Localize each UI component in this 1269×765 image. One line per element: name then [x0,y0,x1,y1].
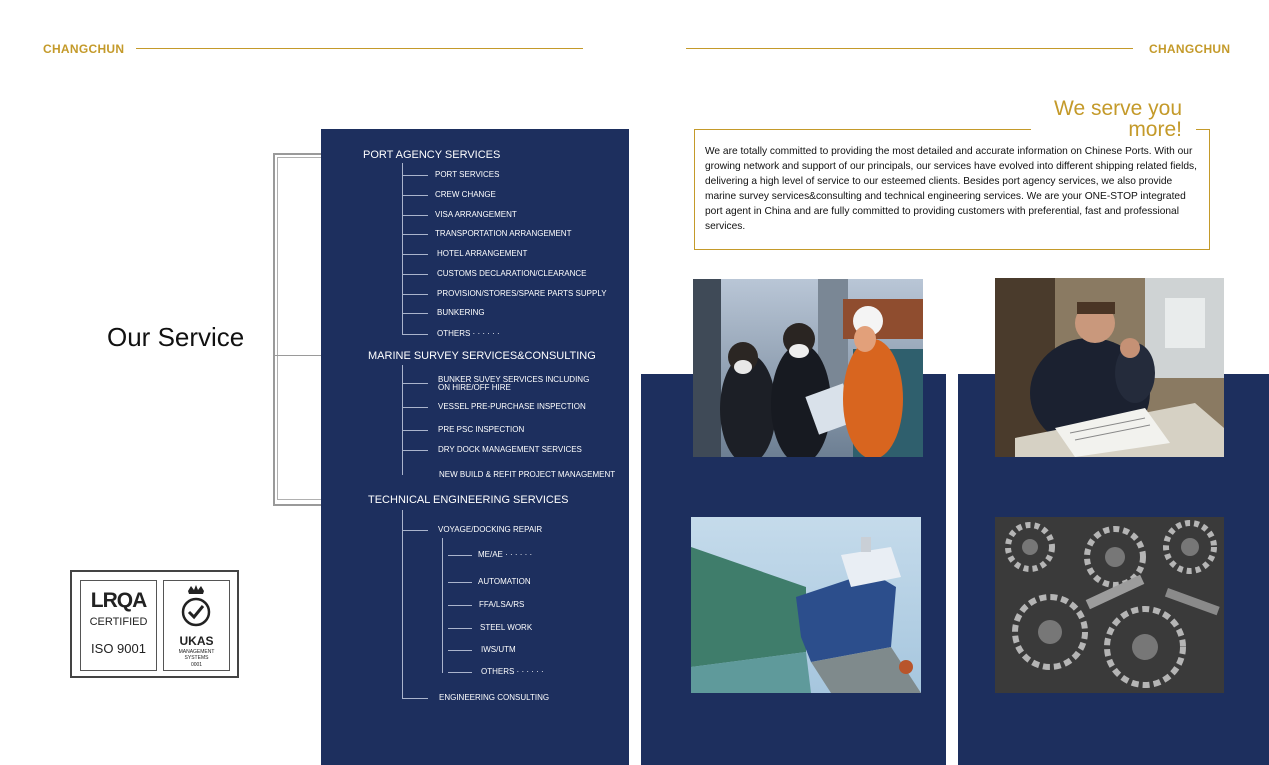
voyage-docking-repair: VOYAGE/DOCKING REPAIR [438,525,543,534]
tick [448,628,472,629]
inspection-meeting-image [995,278,1224,457]
marine-survey-item: VESSEL PRE-PURCHASE INSPECTION [438,402,586,411]
serve-description: We are totally committed to providing the most detailed and accurate information on Chinese Ports. With our growing network and support of our principals, our services have evolved into different shipping related fields, delivering a high level of service to our esteemed clients. Besides port agency services, we also provide marine survey services&consulting and technical engineering services. We are your ONE-STOP integrated port agent in China and are fully committed to providing customers with preferential, fast and professional services. [705,146,1197,232]
marine-survey-item: ON HIRE/OFF HIRE [438,383,511,392]
tick [402,698,428,699]
tick [448,582,472,583]
port-agency-item: CUSTOMS DECLARATION/CLEARANCE [437,269,587,278]
tick [402,215,428,216]
tick [448,605,472,606]
port-agency-item: TRANSPORTATION ARRANGEMENT [435,229,572,238]
port-agency-item: PROVISION/STORES/SPARE PARTS SUPPLY [437,289,607,298]
port-agency-title: PORT AGENCY SERVICES [363,149,501,161]
tick [448,555,472,556]
photo-inspection-meeting [995,278,1224,457]
ukas-box [163,580,230,671]
voyage-vline [442,538,443,673]
marine-survey-item: DRY DOCK MANAGEMENT SERVICES [438,445,582,454]
header-right-label: CHANGCHUN [1149,42,1231,56]
voyage-item: IWS/UTM [481,645,516,654]
voyage-item: OTHERS · · · · · · [481,667,544,676]
port-agency-item: HOTEL ARRANGEMENT [437,249,528,258]
our-service-label: Our Service [107,322,245,352]
tick [448,650,472,651]
header-left-label: CHANGCHUN [43,42,125,56]
tick [402,407,428,408]
tick [402,450,428,451]
technical-vline [402,510,403,698]
serve-frame-top-right [1196,129,1209,130]
serve-title-line1: We serve you [1054,97,1182,120]
gears-image [995,517,1224,693]
tick [402,383,428,384]
certification-badge [70,570,239,678]
tick [402,195,428,196]
bracket-middle-link [273,355,321,356]
technical-title: TECHNICAL ENGINEERING SERVICES [368,494,569,506]
photo-ship-dock [691,517,921,693]
tick [448,672,472,673]
tick [402,234,428,235]
ukas-text: UKAS [179,634,214,648]
port-agency-item: PORT SERVICES [435,170,500,179]
iso-text: ISO 9001 [91,641,146,656]
tick [402,334,428,335]
port-officers-image [693,279,923,457]
port-agency-item: BUNKERING [437,308,485,317]
voyage-item: AUTOMATION [478,577,531,586]
photo-gears [995,517,1224,693]
voyage-item: STEEL WORK [480,623,533,632]
service-bracket-inner [277,157,322,500]
service-tree [321,0,629,765]
tick [402,430,428,431]
port-agency-item: OTHERS · · · · · · [437,329,500,338]
voyage-item: FFA/LSA/RS [479,600,525,609]
port-agency-item: VISA ARRANGEMENT [435,210,517,219]
tick [402,175,428,176]
lrqa-box [80,580,157,671]
tick [402,274,428,275]
marine-survey-item: PRE PSC INSPECTION [438,425,525,434]
engineering-consulting: ENGINEERING CONSULTING [439,693,550,702]
marine-survey-item: BUNKER SUVEY SERVICES INCLUDING [438,375,590,384]
certified-text: CERTIFIED [89,616,148,628]
header-right-rule [686,48,1133,49]
ukas-crown-check-icon [178,585,214,629]
serve-title-line2: more! [1128,118,1182,141]
tick [402,313,428,314]
lrqa-logo-text: LRQA [90,589,147,612]
ship-dock-image [691,517,921,693]
tick [402,530,428,531]
port-agency-vline [402,163,403,335]
ukas-number-text: 0001 [190,662,203,668]
marine-survey-item: NEW BUILD & REFIT PROJECT MANAGEMENT [439,470,616,479]
marine-survey-title: MARINE SURVEY SERVICES&CONSULTING [368,350,596,362]
serve-frame-top-left [694,129,1031,130]
ukas-systems-text: SYSTEMS [184,655,209,661]
photo-port-officers [693,279,923,457]
marine-survey-vline [402,365,403,475]
voyage-item: ME/AE · · · · · · [478,550,533,559]
tick [402,254,428,255]
tick [402,294,428,295]
port-agency-item: CREW CHANGE [435,190,496,199]
ukas-management-text: MANAGEMENT [178,649,215,655]
